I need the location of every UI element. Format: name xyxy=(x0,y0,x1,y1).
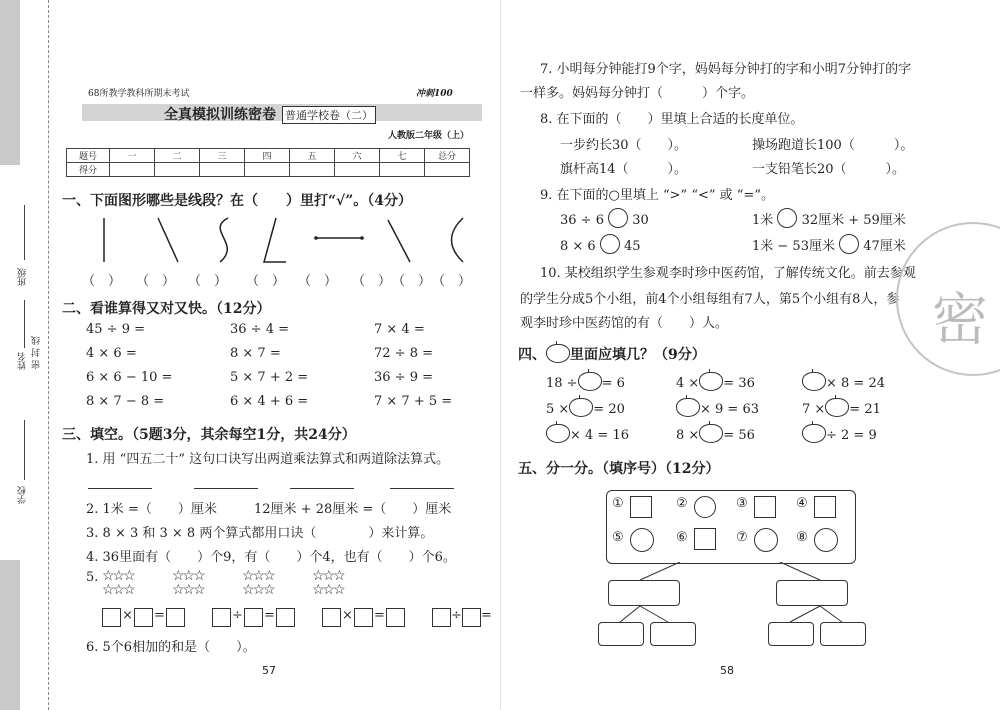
calc-item: 6 × 6 − 10 = xyxy=(86,370,173,385)
page-title: 全真模拟训练密卷 xyxy=(164,107,276,123)
q10-line3: 观李时珍中医药馆的有（ ）人。 xyxy=(520,316,729,331)
operator: × xyxy=(342,608,353,623)
compare-row xyxy=(560,234,641,254)
q8-item: 一支铅笔长20（ ）。 xyxy=(752,162,906,177)
fill-q2b: 12厘米 + 28厘米 =（ ）厘米 xyxy=(254,502,452,517)
compare-right: 47厘米 xyxy=(863,239,906,254)
answer-box[interactable] xyxy=(276,608,295,627)
apple-blank[interactable] xyxy=(802,424,826,443)
apple-eq: 18 ÷ = 6 xyxy=(546,372,625,391)
section3-heading: 三、填空。（5题3分，其余每空1分，共24分） xyxy=(62,427,356,443)
score-input-cell[interactable] xyxy=(425,163,470,177)
page-number-left: 57 xyxy=(262,664,276,677)
category-answer-box[interactable] xyxy=(650,622,696,646)
q7-line2: 一样多。妈妈每分钟打（ ）个字。 xyxy=(520,86,755,101)
binding-margin xyxy=(0,0,49,710)
apple-eq: 5 × = 20 xyxy=(546,398,625,417)
apple-blank[interactable] xyxy=(676,398,700,417)
compare-right: 45 xyxy=(623,239,641,254)
calc-item: 7 × 7 + 5 = xyxy=(374,394,453,409)
stars-group: ☆☆☆ xyxy=(172,568,204,584)
class-field-line xyxy=(24,205,25,260)
category-answer-box[interactable] xyxy=(768,622,814,646)
score-cell: 五 xyxy=(290,149,335,163)
calc-item: 36 ÷ 9 = xyxy=(374,370,433,385)
compare-circle[interactable] xyxy=(777,208,797,228)
apple-eq: × 8 = 24 xyxy=(802,372,885,391)
answer-line[interactable] xyxy=(290,488,354,489)
section2-heading: 二、看谁算得又对又快。（12分） xyxy=(62,301,271,317)
score-cell: 二 xyxy=(155,149,200,163)
square-frame-icon xyxy=(630,496,652,518)
secret-stamp: 密 xyxy=(896,222,1000,376)
compare-circle[interactable] xyxy=(600,234,620,254)
apple-blank[interactable] xyxy=(569,398,593,417)
apple-eq: 4 × = 36 xyxy=(676,372,755,391)
apple-blank[interactable] xyxy=(699,372,723,391)
answer-box[interactable] xyxy=(212,608,231,627)
compare-row xyxy=(752,234,906,254)
q10-line2: 的学生分成5个小组，前4个小组每组有7人，第5个小组有8人，参 xyxy=(520,292,900,307)
score-input-cell[interactable] xyxy=(200,163,245,177)
q8-item: 旗杆高14（ ）。 xyxy=(560,162,688,177)
answer-paren[interactable]: （ ） xyxy=(246,274,286,289)
operator: ÷ xyxy=(232,608,243,623)
answer-box[interactable] xyxy=(354,608,373,627)
answer-paren[interactable]: （ ） xyxy=(136,274,176,289)
answer-box[interactable] xyxy=(386,608,405,627)
calc-item: 5 × 7 + 2 = xyxy=(230,370,309,385)
answer-paren[interactable]: （ ） xyxy=(392,274,432,289)
tag-label: 冲刺100 xyxy=(416,89,453,99)
school-label: 学校 xyxy=(18,486,28,504)
operator: = xyxy=(374,608,385,623)
score-cell: 一 xyxy=(110,149,155,163)
compare-row xyxy=(752,208,906,228)
figure-number: ① xyxy=(612,496,624,511)
calc-item: 36 ÷ 4 = xyxy=(230,322,289,337)
score-input-cell[interactable] xyxy=(155,163,200,177)
score-cell: 总分 xyxy=(425,149,470,163)
q8-item: 操场跑道长100（ ）。 xyxy=(752,138,914,153)
operator: = xyxy=(154,608,165,623)
section5-heading: 五、分一分。（填序号）（12分） xyxy=(518,461,720,477)
figure-number: ② xyxy=(676,496,688,511)
name-label: 姓名 xyxy=(18,352,28,370)
calc-item: 6 × 4 + 6 = xyxy=(230,394,309,409)
apple-eq: × 9 = 63 xyxy=(676,398,759,417)
calc-item: 4 × 6 = xyxy=(86,346,137,361)
answer-paren[interactable]: （ ） xyxy=(352,274,392,289)
figure-angle xyxy=(264,218,286,262)
answer-box[interactable] xyxy=(102,608,121,627)
category-answer-box[interactable] xyxy=(776,580,848,606)
score-header-row xyxy=(67,149,470,163)
circle-frame-icon xyxy=(814,528,838,552)
q8-prompt: 8. 在下面的（ ）里填上合适的长度单位。 xyxy=(540,112,804,127)
score-value-row xyxy=(67,163,470,177)
answer-paren[interactable]: （ ） xyxy=(432,274,472,289)
fill-q6: 6. 5个6相加的和是（ ）。 xyxy=(86,640,256,655)
score-table xyxy=(66,148,470,177)
class-label: 班级 xyxy=(18,268,28,286)
figure-number: ③ xyxy=(736,496,748,511)
answer-box[interactable] xyxy=(322,608,341,627)
category-answer-box[interactable] xyxy=(820,622,866,646)
edition-label: 人教版二年级（上） xyxy=(388,131,470,141)
q7-line1: 7. 小明每分钟能打9个字，妈妈每分钟打的字和小明7分钟打的字 xyxy=(540,62,912,77)
figure-slanted-line xyxy=(158,218,178,262)
apple-blank[interactable] xyxy=(578,372,602,391)
answer-box[interactable] xyxy=(134,608,153,627)
answer-box[interactable] xyxy=(462,608,481,627)
section4-heading: 四、 里面应填几？（9分） xyxy=(518,344,706,364)
stars-group: ☆☆☆ xyxy=(242,568,274,584)
score-input-cell[interactable] xyxy=(245,163,290,177)
circle-frame-icon xyxy=(754,528,778,552)
calc-item: 8 × 7 − 8 = xyxy=(86,394,165,409)
figure-number: ⑥ xyxy=(676,530,688,545)
calc-item: 8 × 7 = xyxy=(230,346,281,361)
compare-row xyxy=(560,208,649,228)
compare-right: 30 xyxy=(632,213,649,228)
stars-group: ☆☆☆ xyxy=(172,582,204,598)
name-field-line xyxy=(24,300,25,348)
answer-line[interactable] xyxy=(390,488,454,489)
answer-paren[interactable]: （ ） xyxy=(82,274,122,289)
operator: ÷ xyxy=(451,608,462,623)
compare-circle[interactable] xyxy=(608,208,628,228)
compare-right: 32厘米 + 59厘米 xyxy=(801,213,906,228)
score-cell: 题号 xyxy=(67,149,110,163)
stars-group: ☆☆☆ xyxy=(312,582,344,598)
compare-left: 1米 − 53厘米 xyxy=(752,239,835,254)
school-field-line xyxy=(24,420,25,480)
stars-group: ☆☆☆ xyxy=(102,568,134,584)
score-cell: 七 xyxy=(380,149,425,163)
apple-eq: 7 × = 21 xyxy=(802,398,881,417)
apple-blank[interactable] xyxy=(699,424,723,443)
fill-q3: 3. 8 × 3 和 3 × 8 两个算式都用口诀（ ）来计算。 xyxy=(86,526,434,541)
category-answer-box[interactable] xyxy=(608,580,680,606)
fill-q5: 5. xyxy=(86,570,99,585)
line-figures xyxy=(80,210,480,270)
square-frame-icon xyxy=(814,496,836,518)
apple-eq: × 4 = 16 xyxy=(546,424,629,443)
apple-blank[interactable] xyxy=(802,372,826,391)
figure-number: ⑧ xyxy=(796,530,808,545)
score-input-cell[interactable] xyxy=(335,163,380,177)
score-cell: 得分 xyxy=(67,163,110,177)
apple-eq: 8 × = 56 xyxy=(676,424,755,443)
operator: = xyxy=(264,608,275,623)
answer-paren[interactable]: （ ） xyxy=(188,274,228,289)
series-label: 68所教学教科所期末考试 xyxy=(88,89,190,99)
apple-icon xyxy=(546,344,570,363)
calc-item: 45 ÷ 9 = xyxy=(86,322,145,337)
score-cell: 四 xyxy=(245,149,290,163)
page-number-right: 58 xyxy=(720,664,734,677)
calc-item: 72 ÷ 8 = xyxy=(374,346,433,361)
apple-blank[interactable] xyxy=(546,424,570,443)
score-input-cell[interactable] xyxy=(380,163,425,177)
compare-left: 1米 xyxy=(752,213,774,228)
compare-left: 8 × 6 xyxy=(560,239,596,254)
q8-item: 一步约长30（ ）。 xyxy=(560,138,688,153)
figure-arc xyxy=(452,218,464,262)
square-frame-icon xyxy=(694,528,716,550)
section1-heading: 一、下面图形哪些是线段？在（ ）里打“√”。（4分） xyxy=(62,193,413,209)
operator: = xyxy=(481,608,492,623)
answer-line[interactable] xyxy=(88,488,152,489)
margin-shade-top xyxy=(0,0,20,165)
answer-box[interactable] xyxy=(432,608,451,627)
page-spine xyxy=(500,0,501,710)
score-input-cell[interactable] xyxy=(110,163,155,177)
apple-blank[interactable] xyxy=(825,398,849,417)
stars-group: ☆☆☆ xyxy=(242,582,274,598)
figure-slanted-segment xyxy=(388,220,410,262)
fill-q4: 4. 36里面有（ ）个9，有（ ）个4，也有（ ）个6。 xyxy=(86,550,456,565)
seal-line-label: 密 封 线 xyxy=(32,336,42,369)
stars-group: ☆☆☆ xyxy=(312,568,344,584)
page-subtitle: 普通学校卷（二） xyxy=(282,106,376,124)
q9-prompt: 9. 在下面的○里填上 “>” “<” 或 “=”。 xyxy=(540,188,774,203)
category-answer-box[interactable] xyxy=(598,622,644,646)
fill-q1: 1. 用 “四五二十” 这句口诀写出两道乘法算式和两道除法算式。 xyxy=(86,452,450,467)
answer-paren[interactable]: （ ） xyxy=(298,274,338,289)
stars-group: ☆☆☆ xyxy=(102,582,134,598)
figure-number: ⑤ xyxy=(612,530,624,545)
answer-line[interactable] xyxy=(194,488,258,489)
answer-box[interactable] xyxy=(244,608,263,627)
figure-curve-s xyxy=(220,218,228,262)
compare-left: 36 ÷ 6 xyxy=(560,213,604,228)
apple-eq: ÷ 2 = 9 xyxy=(802,424,877,443)
figure-number: ④ xyxy=(796,496,808,511)
fill-q2a: 2. 1米 =（ ）厘米 xyxy=(86,502,217,517)
score-cell: 三 xyxy=(200,149,245,163)
compare-circle[interactable] xyxy=(839,234,859,254)
square-frame-icon xyxy=(754,496,776,518)
calc-item: 7 × 4 = xyxy=(374,322,425,337)
score-input-cell[interactable] xyxy=(290,163,335,177)
score-cell: 六 xyxy=(335,149,380,163)
q10-line1: 10. 某校组织学生参观李时珍中医药馆，了解传统文化。前去参观 xyxy=(540,266,916,281)
circle-frame-icon xyxy=(694,496,716,518)
operator: × xyxy=(122,608,133,623)
margin-shade-bottom xyxy=(0,560,20,710)
answer-box[interactable] xyxy=(166,608,185,627)
figure-number: ⑦ xyxy=(736,530,748,545)
circle-frame-icon xyxy=(630,528,654,552)
